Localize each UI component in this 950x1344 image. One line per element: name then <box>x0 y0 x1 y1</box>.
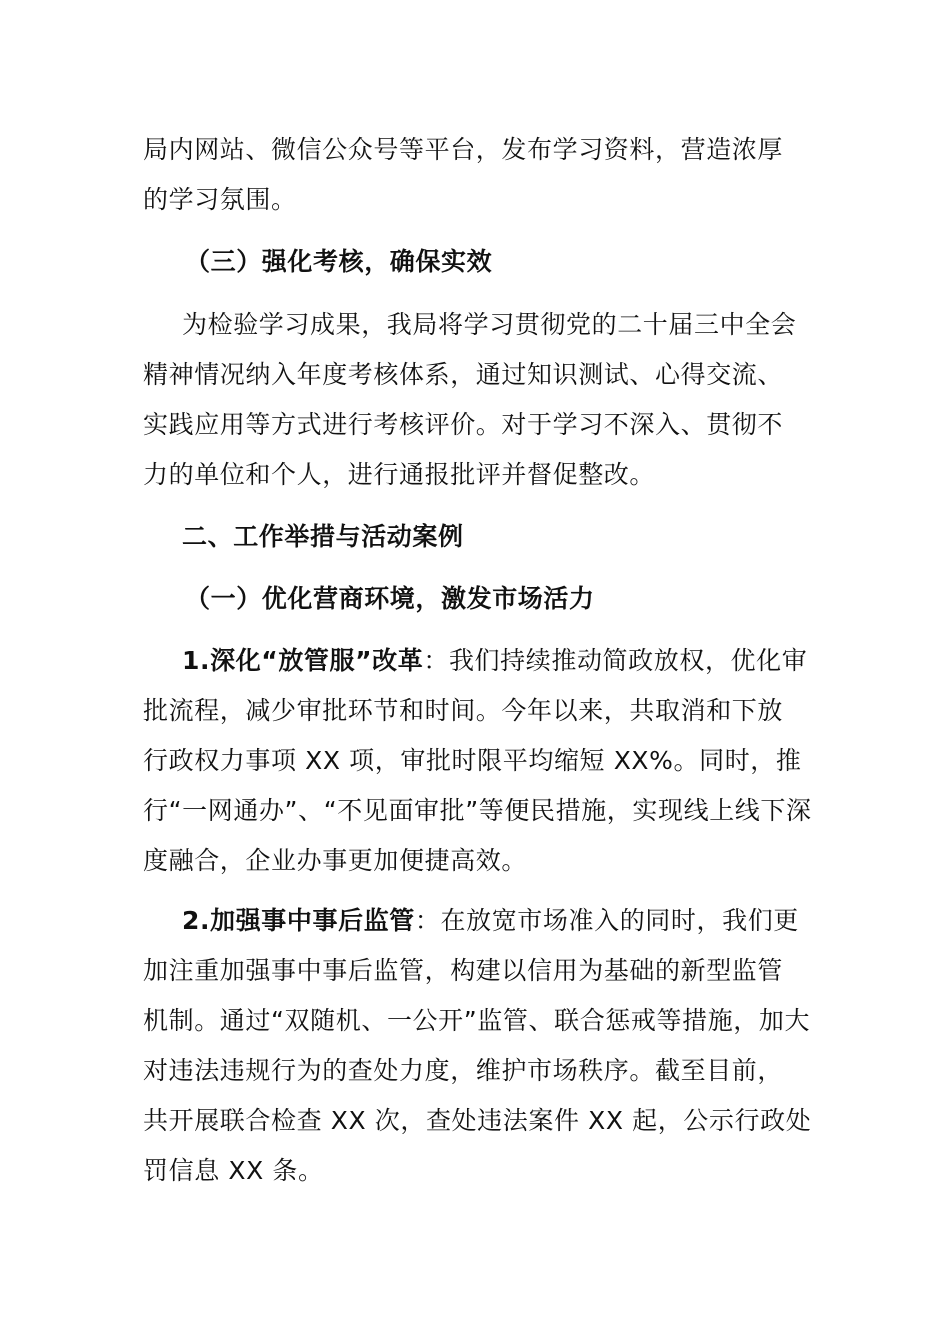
paragraph-line: 对违法违规行为的查处力度，维护市场秩序。截至目前， <box>143 1056 784 1085</box>
paragraph-line: 局内网站、微信公众号等平台，发布学习资料，营造浓厚 <box>143 135 784 164</box>
paragraph-line: 的学习氛围。 <box>143 185 297 214</box>
section-heading-1: （一）优化营商环境，激发市场活力 <box>185 584 595 613</box>
paragraph-line: 力的单位和个人，进行通报批评并督促整改。 <box>143 460 656 489</box>
paragraph-line: 实践应用等方式进行考核评价。对于学习不深入、贯彻不 <box>143 410 784 439</box>
paragraph-line: 行政权力事项 XX 项，审批时限平均缩短 XX%。同时，推 <box>143 746 802 775</box>
paragraph-line: 精神情况纳入年度考核体系，通过知识测试、心得交流、 <box>143 360 784 389</box>
paragraph-line: 行“一网通办”、“不见面审批”等便民措施，实现线上线下深 <box>143 796 812 825</box>
item-title-2: 2.加强事中事后监管 <box>182 906 415 935</box>
paragraph-line: 罚信息 XX 条。 <box>143 1156 324 1185</box>
section-heading-3: （三）强化考核，确保实效 <box>185 247 493 276</box>
paragraph-line: 共开展联合检查 XX 次，查处违法案件 XX 起，公示行政处 <box>143 1106 812 1135</box>
paragraph-line: 为检验学习成果，我局将学习贯彻党的二十届三中全会 <box>182 310 797 339</box>
chapter-heading-2: 二、工作举措与活动案例 <box>182 522 464 551</box>
paragraph-line: 机制。通过“双随机、一公开”监管、联合惩戒等措施，加大 <box>143 1006 811 1035</box>
item-title-1: 1.深化“放管服”改革 <box>182 646 424 675</box>
paragraph-line: 批流程，减少审批环节和时间。今年以来，共取消和下放 <box>143 696 784 725</box>
item-body-1: ：我们持续推动简政放权，优化审 <box>423 646 808 675</box>
item-line-2 <box>182 906 799 936</box>
item-line-1 <box>182 646 807 676</box>
paragraph-line: 度融合，企业办事更加便捷高效。 <box>143 846 528 875</box>
paragraph-line: 加注重加强事中事后监管，构建以信用为基础的新型监管 <box>143 956 784 985</box>
item-body-2: ：在放宽市场准入的同时，我们更 <box>414 906 799 935</box>
